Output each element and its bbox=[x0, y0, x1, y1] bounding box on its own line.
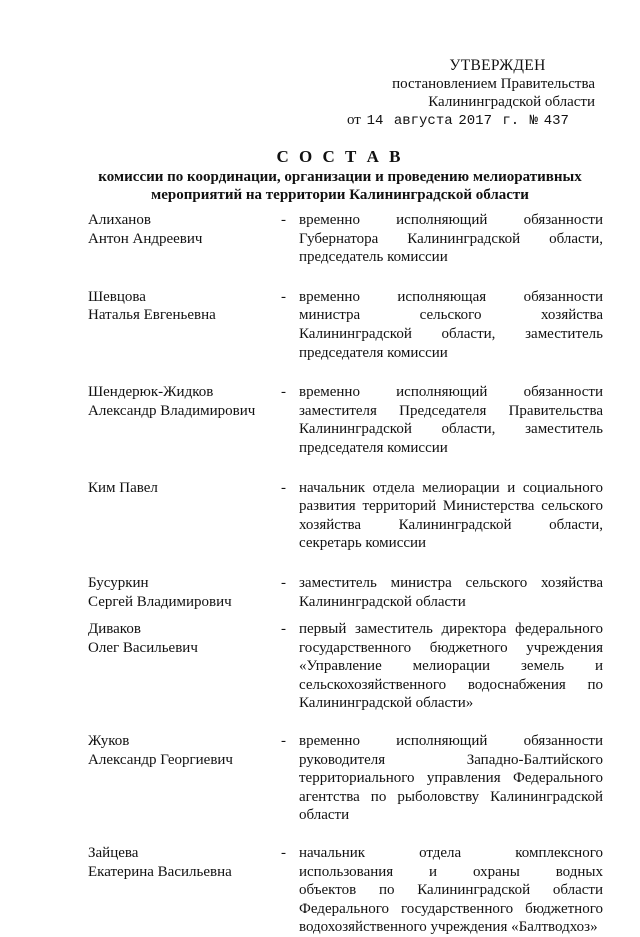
approval-date-day: 14 августа bbox=[366, 113, 453, 129]
member-surname: Диваков bbox=[88, 621, 141, 638]
member-given-names: Александр Георгиевич bbox=[88, 751, 233, 768]
member-role-line: государственного бюджетного учреждения bbox=[299, 639, 603, 656]
member-role-line: временно исполняющий обязанности bbox=[299, 733, 603, 750]
member-name bbox=[88, 844, 281, 937]
member-name bbox=[88, 732, 281, 825]
member-role bbox=[299, 288, 603, 362]
member-dash: - bbox=[281, 621, 286, 638]
member-role-line: заместитель министра сельского хозяйства bbox=[299, 574, 603, 591]
member-name bbox=[88, 574, 281, 611]
member-role-line: начальник отдела мелиорации и социального bbox=[299, 479, 603, 496]
member-surname: Жуков bbox=[88, 733, 130, 750]
member-role bbox=[299, 211, 603, 267]
approval-line-1: постановлением Правительства bbox=[392, 76, 595, 92]
member-role bbox=[299, 383, 603, 457]
member-role-line: сельскохозяйственного водоснабжения по bbox=[299, 676, 603, 693]
member-row bbox=[88, 383, 603, 457]
member-role-line: руководителя Западно-Балтийского bbox=[299, 751, 603, 768]
member-row bbox=[88, 479, 603, 553]
approval-date bbox=[340, 111, 595, 130]
member-role bbox=[299, 574, 603, 611]
member-row bbox=[88, 211, 603, 267]
member-row bbox=[88, 288, 603, 362]
member-role-line: агентства по рыболовству Калининградской bbox=[299, 788, 603, 805]
member-role bbox=[299, 732, 603, 825]
member-role bbox=[299, 479, 603, 553]
member-dash: - bbox=[281, 212, 286, 228]
member-name bbox=[88, 479, 281, 553]
member-dash: - bbox=[281, 845, 286, 862]
member-role-line: Калининградской области» bbox=[299, 695, 474, 712]
approval-title: УТВЕРЖДЕН bbox=[449, 57, 546, 74]
member-dash: - bbox=[281, 733, 286, 750]
member-role-line: Калининградской области bbox=[299, 593, 466, 610]
document-subtitle-line-1: комиссии по координации, организации и проведению мелиоративных bbox=[98, 169, 582, 185]
member-role-line: временно исполняющий обязанности bbox=[299, 212, 603, 228]
member-surname: Ким Павел bbox=[88, 479, 158, 496]
member-role-line: Калининградской области, заместитель bbox=[299, 325, 603, 342]
member-surname: Шендерюк-Жидков bbox=[88, 384, 214, 401]
member-role-line: заместителя Председателя Правительства bbox=[299, 402, 603, 419]
document-title: С О С Т А В bbox=[276, 147, 404, 166]
member-role-line: «Управление мелиорации земель и bbox=[299, 658, 603, 675]
member-role-line: развития территорий Министерства сельского bbox=[299, 498, 603, 515]
member-given-names: Александр Владимирович bbox=[88, 402, 256, 419]
member-role bbox=[299, 844, 603, 937]
document-heading bbox=[80, 146, 600, 204]
approval-line-2: Калининградской области bbox=[428, 94, 595, 110]
member-name bbox=[88, 383, 281, 457]
member-role-line: водохозяйственного учреждения «Балтводхоз» bbox=[299, 919, 598, 936]
member-role-line: Калининградской области, заместитель bbox=[299, 421, 603, 438]
members-list bbox=[88, 211, 603, 937]
member-dash: - bbox=[281, 384, 286, 401]
member-row bbox=[88, 732, 603, 825]
document-subtitle-line-2: мероприятий на территории Калининградской области bbox=[151, 187, 529, 203]
member-role-line: начальник отдела комплексного bbox=[299, 845, 603, 862]
member-given-names: Екатерина Васильевна bbox=[88, 863, 232, 880]
member-row bbox=[88, 844, 603, 937]
member-dash: - bbox=[281, 288, 286, 305]
member-role-line: секретарь комиссии bbox=[299, 535, 427, 552]
member-surname: Бусуркин bbox=[88, 574, 149, 591]
member-row bbox=[88, 620, 603, 713]
member-role-line: временно исполняющий обязанности bbox=[299, 384, 603, 401]
member-role-line: Федерального государственного бюджетного bbox=[299, 900, 603, 917]
member-role-line: Губернатора Калининградской области, bbox=[299, 230, 603, 247]
member-role-line: объектов по Калининградской области bbox=[299, 882, 603, 899]
member-role-line: хозяйства Калининградской области, bbox=[299, 516, 603, 533]
approval-stamp bbox=[340, 57, 595, 130]
approval-date-year: 2017 г. № bbox=[458, 113, 538, 129]
member-role bbox=[299, 620, 603, 713]
member-row bbox=[88, 574, 603, 611]
approval-date-number: 437 bbox=[543, 113, 569, 129]
member-name bbox=[88, 211, 281, 267]
member-given-names: Антон Андреевич bbox=[88, 230, 203, 247]
member-given-names: Олег Васильевич bbox=[88, 639, 198, 656]
member-given-names: Сергей Владимирович bbox=[88, 593, 232, 610]
member-surname: Алиханов bbox=[88, 212, 151, 228]
member-dash: - bbox=[281, 479, 286, 496]
member-surname: Шевцова bbox=[88, 288, 146, 305]
member-role-line: области bbox=[299, 807, 350, 824]
member-role-line: использования и охраны водных bbox=[299, 863, 603, 880]
member-name bbox=[88, 620, 281, 713]
member-role-line: председателя комиссии bbox=[299, 439, 448, 456]
approval-date-prefix: от bbox=[347, 112, 361, 128]
member-role-line: председатель комиссии bbox=[299, 249, 448, 266]
member-role-line: министра сельского хозяйства bbox=[299, 307, 603, 324]
member-role-line: временно исполняющая обязанности bbox=[299, 288, 603, 305]
member-given-names: Наталья Евгеньевна bbox=[88, 307, 216, 324]
member-name bbox=[88, 288, 281, 362]
member-role-line: председателя комиссии bbox=[299, 344, 448, 361]
member-role-line: первый заместитель директора федерального bbox=[299, 621, 603, 638]
member-role-line: территориального управления Федерального bbox=[299, 770, 603, 787]
member-given-names bbox=[88, 497, 281, 516]
member-dash: - bbox=[281, 574, 286, 591]
member-surname: Зайцева bbox=[88, 845, 139, 862]
